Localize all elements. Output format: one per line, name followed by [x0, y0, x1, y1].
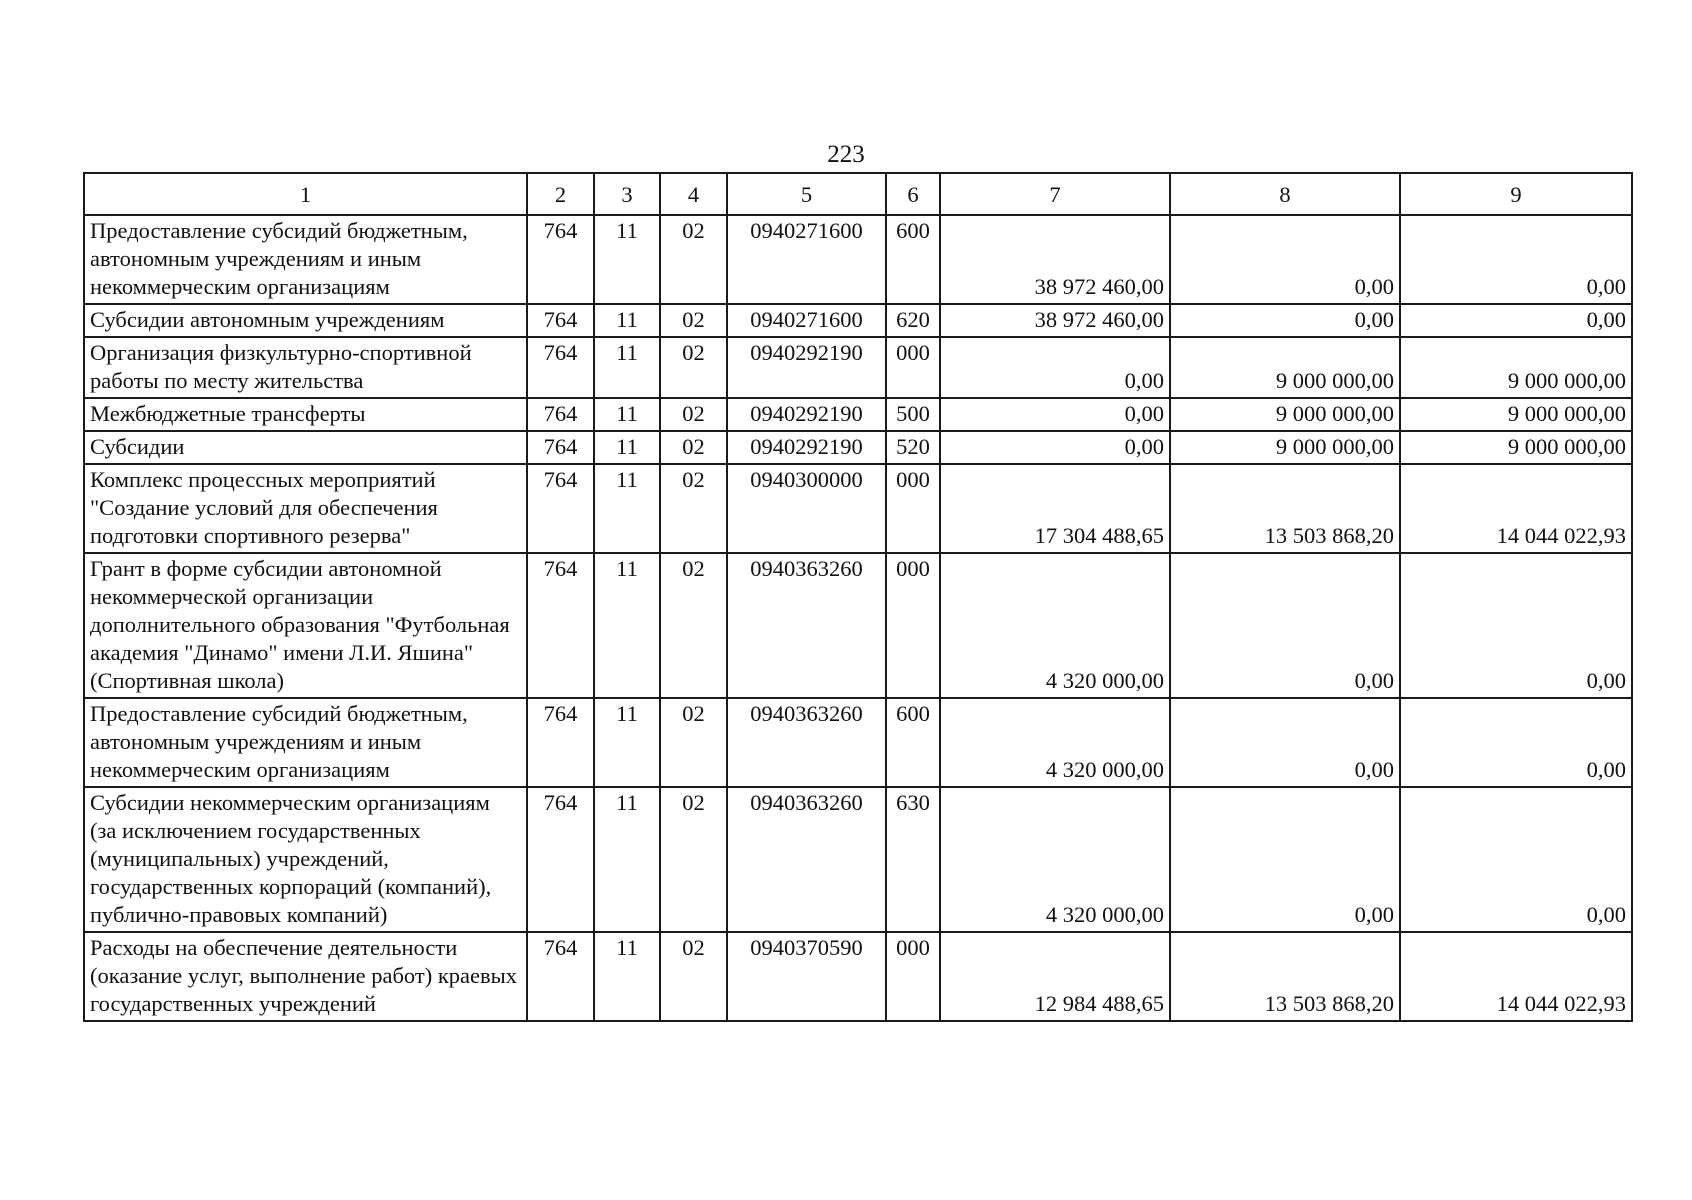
subsection-code: 02 — [660, 304, 727, 337]
column-header-2: 2 — [527, 173, 594, 215]
table-row — [84, 553, 1632, 698]
budget-table — [83, 172, 1633, 1022]
amount-col9: 9 000 000,00 — [1400, 337, 1632, 398]
amount-col8: 9 000 000,00 — [1170, 337, 1400, 398]
row-name: Грант в форме субсидии автономной некоммерческой организации дополнительного образования "Футбольная академия "Динамо" имени Л.И. Яшина" (Спортивная школа) — [84, 553, 527, 698]
amount-col7: 4 320 000,00 — [940, 698, 1170, 787]
target-article-code: 0940363260 — [727, 553, 886, 698]
column-header-1: 1 — [84, 173, 527, 215]
amount-col8: 13 503 868,20 — [1170, 464, 1400, 553]
target-article-code: 0940292190 — [727, 337, 886, 398]
table-row — [84, 932, 1632, 1021]
target-article-code: 0940370590 — [727, 932, 886, 1021]
header-row — [84, 173, 1632, 215]
subsection-code: 02 — [660, 553, 727, 698]
amount-col7: 38 972 460,00 — [940, 215, 1170, 304]
amount-col8: 9 000 000,00 — [1170, 398, 1400, 431]
page-number: 223 — [827, 141, 865, 168]
target-article-code: 0940363260 — [727, 787, 886, 932]
ministry-code: 764 — [527, 698, 594, 787]
table-row — [84, 431, 1632, 464]
amount-col8: 0,00 — [1170, 698, 1400, 787]
expense-type-code: 600 — [886, 698, 940, 787]
column-header-5: 5 — [727, 173, 886, 215]
ministry-code: 764 — [527, 304, 594, 337]
expense-type-code: 520 — [886, 431, 940, 464]
target-article-code: 0940292190 — [727, 398, 886, 431]
table-header — [84, 173, 1632, 215]
ministry-code: 764 — [527, 787, 594, 932]
amount-col9: 14 044 022,93 — [1400, 932, 1632, 1021]
ministry-code: 764 — [527, 553, 594, 698]
amount-col8: 0,00 — [1170, 304, 1400, 337]
expense-type-code: 000 — [886, 464, 940, 553]
column-header-8: 8 — [1170, 173, 1400, 215]
subsection-code: 02 — [660, 932, 727, 1021]
table-row — [84, 464, 1632, 553]
expense-type-code: 620 — [886, 304, 940, 337]
column-header-6: 6 — [886, 173, 940, 215]
row-name: Предоставление субсидий бюджетным, автономным учреждениям и иным некоммерческим организациям — [84, 215, 527, 304]
amount-col7: 0,00 — [940, 398, 1170, 431]
expense-type-code: 000 — [886, 337, 940, 398]
table-row — [84, 304, 1632, 337]
target-article-code: 0940271600 — [727, 215, 886, 304]
row-name: Комплекс процессных мероприятий "Создание условий для обеспечения подготовки спортивного резерва" — [84, 464, 527, 553]
section-code: 11 — [594, 337, 660, 398]
row-name: Субсидии — [84, 431, 527, 464]
ministry-code: 764 — [527, 932, 594, 1021]
subsection-code: 02 — [660, 698, 727, 787]
row-name: Расходы на обеспечение деятельности (оказание услуг, выполнение работ) краевых государственных учреждений — [84, 932, 527, 1021]
section-code: 11 — [594, 464, 660, 553]
amount-col9: 0,00 — [1400, 787, 1632, 932]
section-code: 11 — [594, 304, 660, 337]
amount-col7: 0,00 — [940, 431, 1170, 464]
section-code: 11 — [594, 431, 660, 464]
column-header-3: 3 — [594, 173, 660, 215]
table-row — [84, 698, 1632, 787]
section-code: 11 — [594, 398, 660, 431]
amount-col8: 13 503 868,20 — [1170, 932, 1400, 1021]
amount-col8: 0,00 — [1170, 553, 1400, 698]
subsection-code: 02 — [660, 215, 727, 304]
row-name: Предоставление субсидий бюджетным, автономным учреждениям и иным некоммерческим организациям — [84, 698, 527, 787]
amount-col8: 0,00 — [1170, 215, 1400, 304]
subsection-code: 02 — [660, 464, 727, 553]
amount-col9: 0,00 — [1400, 698, 1632, 787]
subsection-code: 02 — [660, 398, 727, 431]
expense-type-code: 000 — [886, 553, 940, 698]
row-name: Субсидии автономным учреждениям — [84, 304, 527, 337]
amount-col9: 14 044 022,93 — [1400, 464, 1632, 553]
row-name: Субсидии некоммерческим организациям (за исключением государственных (муниципальных) учреждений, государственных корпораций (компаний), публично-правовых компаний) — [84, 787, 527, 932]
amount-col9: 9 000 000,00 — [1400, 431, 1632, 464]
expense-type-code: 500 — [886, 398, 940, 431]
ministry-code: 764 — [527, 431, 594, 464]
amount-col9: 0,00 — [1400, 304, 1632, 337]
column-header-7: 7 — [940, 173, 1170, 215]
target-article-code: 0940271600 — [727, 304, 886, 337]
amount-col9: 9 000 000,00 — [1400, 398, 1632, 431]
target-article-code: 0940363260 — [727, 698, 886, 787]
ministry-code: 764 — [527, 464, 594, 553]
amount-col7: 0,00 — [940, 337, 1170, 398]
table-row — [84, 398, 1632, 431]
subsection-code: 02 — [660, 431, 727, 464]
expense-type-code: 600 — [886, 215, 940, 304]
ministry-code: 764 — [527, 215, 594, 304]
amount-col7: 17 304 488,65 — [940, 464, 1170, 553]
amount-col7: 4 320 000,00 — [940, 553, 1170, 698]
row-name: Межбюджетные трансферты — [84, 398, 527, 431]
amount-col7: 38 972 460,00 — [940, 304, 1170, 337]
section-code: 11 — [594, 932, 660, 1021]
ministry-code: 764 — [527, 398, 594, 431]
amount-col7: 12 984 488,65 — [940, 932, 1170, 1021]
amount-col9: 0,00 — [1400, 215, 1632, 304]
subsection-code: 02 — [660, 787, 727, 932]
column-header-9: 9 — [1400, 173, 1632, 215]
target-article-code: 0940292190 — [727, 431, 886, 464]
expense-type-code: 630 — [886, 787, 940, 932]
ministry-code: 764 — [527, 337, 594, 398]
amount-col8: 0,00 — [1170, 787, 1400, 932]
amount-col9: 0,00 — [1400, 553, 1632, 698]
subsection-code: 02 — [660, 337, 727, 398]
section-code: 11 — [594, 698, 660, 787]
amount-col8: 9 000 000,00 — [1170, 431, 1400, 464]
table-row — [84, 337, 1632, 398]
table-body — [84, 215, 1632, 1021]
column-header-4: 4 — [660, 173, 727, 215]
section-code: 11 — [594, 787, 660, 932]
table-row — [84, 215, 1632, 304]
expense-type-code: 000 — [886, 932, 940, 1021]
amount-col7: 4 320 000,00 — [940, 787, 1170, 932]
row-name: Организация физкультурно-спортивной работы по месту жительства — [84, 337, 527, 398]
section-code: 11 — [594, 215, 660, 304]
target-article-code: 0940300000 — [727, 464, 886, 553]
table-row — [84, 787, 1632, 932]
section-code: 11 — [594, 553, 660, 698]
